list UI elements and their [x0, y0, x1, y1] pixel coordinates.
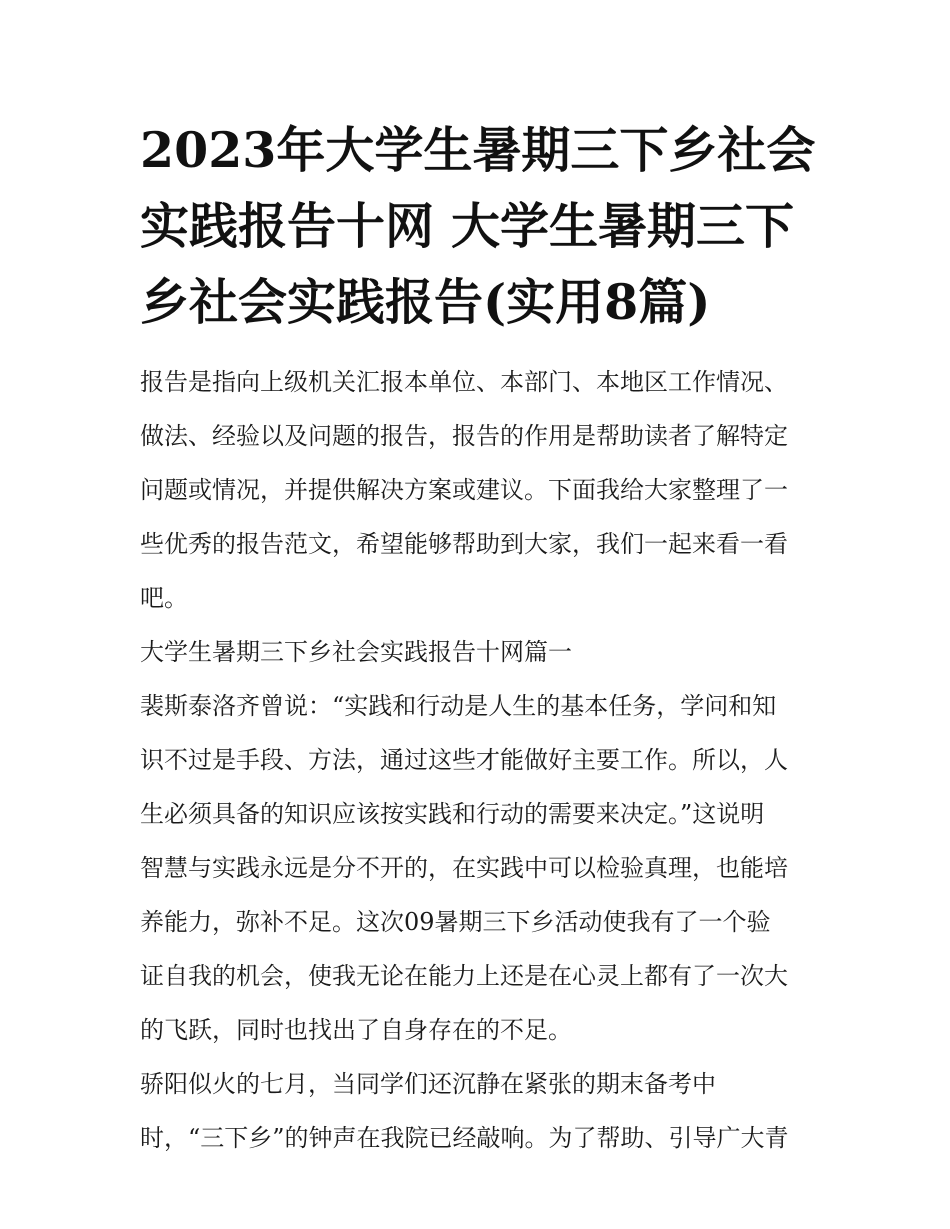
text-line: 识不过是手段、方法，通过这些才能做好主要工作。所以，人 — [140, 746, 788, 774]
text-line: 报告是指向上级机关汇报本单位、本部门、本地区工作情况、 — [140, 368, 788, 396]
text-line: 做法、经验以及问题的报告，报告的作用是帮助读者了解特定 — [140, 422, 788, 450]
text-line: 骄阳似火的七月，当同学们还沉静在紧张的期末备考中 — [140, 1070, 716, 1098]
text-line: 生必须具备的知识应该按实践和行动的需要来决定。”这说明 — [140, 800, 765, 828]
text-line: 时，“三下乡”的钟声在我院已经敲响。为了帮助、引导广大青 — [140, 1124, 789, 1152]
title-line: 实践报告十网 大学生暑期三下 — [140, 197, 795, 255]
text-line: 问题或情况，并提供解决方案或建议。下面我给大家整理了一 — [140, 476, 788, 504]
text-line: 些优秀的报告范文，希望能够帮助到大家，我们一起来看一看 — [140, 530, 788, 558]
title-line: 2023年大学生暑期三下乡社会 — [140, 121, 816, 179]
title-line: 乡社会实践报告(实用8篇) — [140, 273, 711, 331]
body-paragraph-2 — [140, 1057, 820, 1165]
text-line: 裴斯泰洛齐曾说：“实践和行动是人生的基本任务，学问和知 — [140, 692, 777, 720]
text-line: 养能力，弥补不足。这次09暑期三下乡活动使我有了一个验 — [140, 908, 771, 936]
text-line: 的飞跃，同时也找出了自身存在的不足。 — [140, 1016, 572, 1044]
text-line: 智慧与实践永远是分不开的，在实践中可以检验真理，也能培 — [140, 854, 788, 882]
intro-paragraph — [140, 355, 820, 625]
text-line: 吧。 — [140, 584, 188, 612]
body-paragraph-1 — [140, 679, 820, 1057]
text-line: 证自我的机会，使我无论在能力上还是在心灵上都有了一次大 — [140, 962, 788, 990]
document-body — [140, 355, 820, 1165]
section-heading: 大学生暑期三下乡社会实践报告十网篇一 — [140, 638, 572, 666]
document-title — [140, 112, 820, 340]
